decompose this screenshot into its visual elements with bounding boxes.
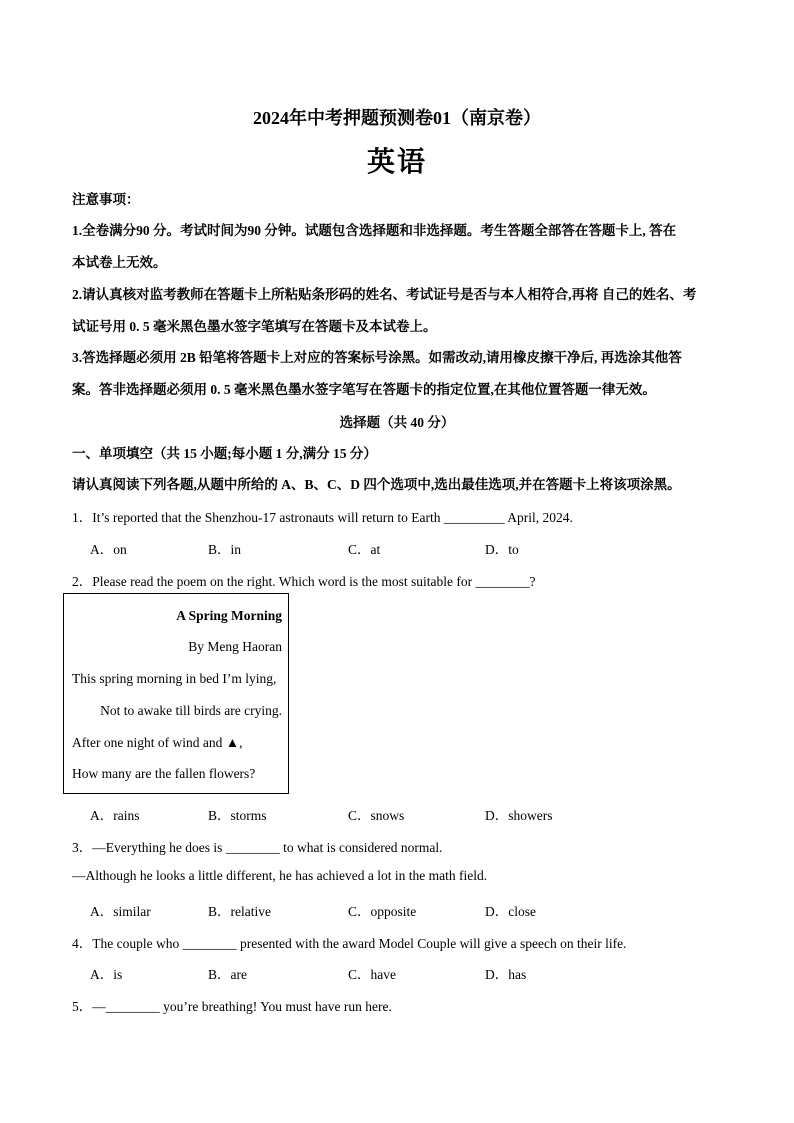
exam-title: 2024年中考押题预测卷01（南京卷）: [253, 108, 541, 128]
question-1-option-a: A．on: [90, 542, 127, 557]
note-3-line-2: 案。答非选择题必须用 0. 5 毫米黑色墨水签字笔写在答题卡的指定位置,在其他位置答题一律无效。: [72, 382, 656, 397]
question-3-stem: 3．—Everything he does is ________ to what is considered normal.: [72, 840, 443, 855]
question-3-option-b: B．relative: [208, 904, 271, 919]
question-1-stem: 1．It’s reported that the Shenzhou-17 astronauts will return to Earth _________ April, 2024.: [72, 510, 573, 525]
question-5-stem: 5．—________ you’re breathing! You must have run here.: [72, 999, 392, 1014]
question-3-option-a: A．similar: [90, 904, 151, 919]
poem-line-3: After one night of wind and ▲,: [72, 735, 243, 750]
question-2-option-a: A．rains: [90, 808, 140, 823]
notes-heading: 注意事项：: [72, 192, 140, 207]
question-3-stem-reply: —Although he looks a little different, he has achieved a lot in the math field.: [72, 868, 488, 883]
note-2-line-1: 2.请认真核对监考教师在答题卡上所粘贴条形码的姓名、考试证号是否与本人相符合,再将 自己的姓名、考: [72, 287, 697, 302]
question-4-option-d: D．has: [485, 967, 527, 982]
note-1-line-2: 本试卷上无效。: [72, 255, 167, 270]
instruction-text: 请认真阅读下列各题,从题中所给的 A、B、C、D 四个选项中,选出最佳选项,并在答题卡上将该项涂黑。: [72, 477, 681, 492]
part-1-heading: 一、单项填空（共 15 小题;每小题 1 分,满分 15 分）: [72, 446, 377, 461]
question-4-option-a: A．is: [90, 967, 123, 982]
poem-author: By Meng Haoran: [188, 639, 282, 654]
note-1-line-1: 1.全卷满分90 分。考试时间为90 分钟。试题包含选择题和非选择题。考生答题全部答在答题卡上, 答在: [72, 223, 677, 238]
question-2-option-b: B．storms: [208, 808, 267, 823]
question-1-option-d: D．to: [485, 542, 519, 557]
section-heading: 选择题（共 40 分）: [339, 415, 455, 430]
subject-title: 英语: [366, 147, 427, 178]
question-1-option-b: B．in: [208, 542, 242, 557]
note-3-line-1: 3.答选择题必须用 2B 铅笔将答题卡上对应的答案标号涂黑。如需改动,请用橡皮擦干净后, 再选涂其他答: [72, 350, 682, 365]
poem-line-4: How many are the fallen flowers?: [72, 766, 256, 781]
poem-line-1: This spring morning in bed I’m lying,: [72, 671, 277, 686]
note-2-line-2: 试证号用 0. 5 毫米黑色墨水签字笔填写在答题卡及本试卷上。: [72, 319, 437, 334]
poem-box: [63, 593, 289, 794]
question-2-option-d: D．showers: [485, 808, 553, 823]
poem-title: A Spring Morning: [176, 608, 282, 623]
question-2-option-c: C．snows: [348, 808, 405, 823]
question-4-option-b: B．are: [208, 967, 247, 982]
question-4-stem: 4．The couple who ________ presented with the award Model Couple will give a speech on their life.: [72, 936, 627, 951]
question-2-stem: 2．Please read the poem on the right. Which word is the most suitable for ________?: [72, 574, 536, 589]
question-4-option-c: C．have: [348, 967, 396, 982]
question-1-option-c: C．at: [348, 542, 381, 557]
question-3-option-c: C．opposite: [348, 904, 417, 919]
poem-line-2: Not to awake till birds are crying.: [100, 703, 282, 718]
question-3-option-d: D．close: [485, 904, 536, 919]
